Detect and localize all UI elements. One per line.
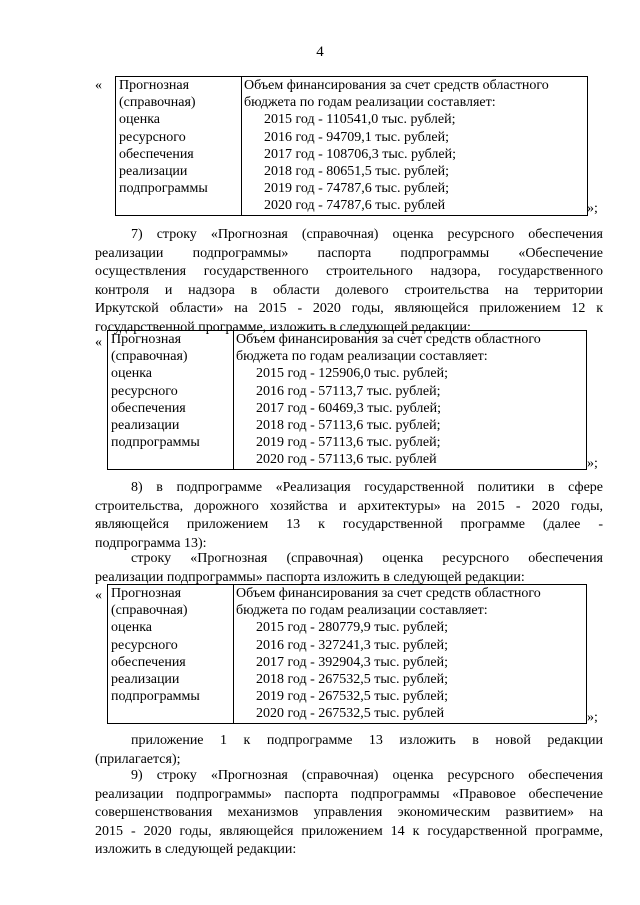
- table-value-cell: Объем финансирования за счет средств областного бюджета по годам реализации составляет: 2015 год - 125906,0 тыс. рублей; 2016 год - 57113,7 тыс. рублей; 2017 год - 60469,3 тыс. рублей; 2018 год - 57113,6 тыс. рублей; 2019 год - 57113,6 тыс. рублей; 2020 год - 57113,6 тыс. рублей: [234, 331, 587, 470]
- table-label-cell: Прогнозная (справочная) оценка ресурсного обеспечения реализации подпрограммы: [108, 585, 234, 724]
- year-2016: 2016 год - 57113,7 тыс. рублей;: [256, 383, 441, 399]
- opening-quote: «: [95, 335, 102, 350]
- paragraph-appendix: приложение 1 к подпрограмме 13 изложить в новой редакции (прилагается);: [95, 733, 603, 767]
- paragraph-7: 7) строку «Прогнозная (справочная) оценка ресурсного обеспечения реализации подпрограммы» паспорта подпрограммы «Обеспечение осуществления государственного строительного надзора, государственного контроля и надзора в области долевого строительства на территории Иркутской области» на 2015 - 2020 годы, являющейся приложением 12 к государственной программе, изложить в следующей редакции:: [95, 227, 603, 335]
- year-2018: 2018 год - 267532,5 тыс. рублей;: [256, 672, 449, 688]
- funding-table-1: [115, 76, 588, 216]
- year-2015: 2015 год - 125906,0 тыс. рублей;: [256, 366, 449, 382]
- year-2015: 2015 год - 110541,0 тыс. рублей;: [264, 112, 456, 128]
- year-2016: 2016 год - 327241,3 тыс. рублей;: [256, 637, 449, 653]
- paragraph-8-row: строку «Прогнозная (справочная) оценка ресурсного обеспечения реализации подпрограммы» паспорта изложить в следующей редакции:: [95, 551, 603, 585]
- paragraph-8: 8) в подпрограмме «Реализация государственной политики в сфере строительства, дорожного хозяйства и архитектуры» на 2015 - 2020 годы, являющейся приложением 13 к государственной программе (далее - подпрограмма 13):: [95, 480, 603, 551]
- year-2015: 2015 год - 280779,9 тыс. рублей;: [256, 620, 449, 636]
- table-label-cell: Прогнозная (справочная) оценка ресурсного обеспечения реализации подпрограммы: [108, 331, 234, 470]
- closing-quote: »;: [587, 456, 598, 471]
- table-value-cell: Объем финансирования за счет средств областного бюджета по годам реализации составляет: 2015 год - 110541,0 тыс. рублей; 2016 год - 94709,1 тыс. рублей; 2017 год - 108706,3 тыс. рублей; 2018 год - 80651,5 тыс. рублей; 2019 год - 74787,6 тыс. рублей; 2020 год - 74787,6 тыс. рублей: [242, 77, 588, 216]
- year-2017: 2017 год - 392904,3 тыс. рублей;: [256, 654, 449, 670]
- year-2018: 2018 год - 57113,6 тыс. рублей;: [256, 418, 441, 434]
- year-2016: 2016 год - 94709,1 тыс. рублей;: [264, 129, 450, 145]
- year-2019: 2019 год - 57113,6 тыс. рублей;: [256, 435, 441, 451]
- year-2019: 2019 год - 267532,5 тыс. рублей;: [256, 689, 449, 705]
- opening-quote: «: [95, 588, 102, 603]
- funding-table-2: [107, 330, 587, 470]
- year-2020: 2020 год - 267532,5 тыс. рублей: [256, 706, 445, 722]
- table-label-cell: Прогнозная (справочная) оценка ресурсного обеспечения реализации подпрограммы: [116, 77, 242, 216]
- page-number: 4: [316, 44, 324, 60]
- year-2017: 2017 год - 60469,3 тыс. рублей;: [256, 400, 442, 416]
- funding-table-3: [107, 584, 587, 724]
- year-2019: 2019 год - 74787,6 тыс. рублей;: [264, 181, 450, 197]
- year-2020: 2020 год - 74787,6 тыс. рублей: [264, 198, 446, 214]
- opening-quote: «: [95, 78, 102, 93]
- year-2018: 2018 год - 80651,5 тыс. рублей;: [264, 164, 450, 180]
- year-2017: 2017 год - 108706,3 тыс. рублей;: [264, 146, 457, 162]
- table-value-cell: Объем финансирования за счет средств областного бюджета по годам реализации составляет: 2015 год - 280779,9 тыс. рублей; 2016 год - 327241,3 тыс. рублей; 2017 год - 392904,3 тыс. рублей; 2018 год - 267532,5 тыс. рублей; 2019 год - 267532,5 тыс. рублей; 2020 год - 267532,5 тыс. рублей: [234, 585, 587, 724]
- paragraph-9: 9) строку «Прогнозная (справочная) оценка ресурсного обеспечения реализации подпрограммы» паспорта подпрограммы «Правовое обеспечение совершенствования механизмов управления экономическим развитием» на 2015 - 2020 годы, являющейся приложением 14 к государственной программе, изложить в следующей редакции:: [95, 768, 603, 858]
- year-2020: 2020 год - 57113,6 тыс. рублей: [256, 452, 437, 468]
- closing-quote: »;: [587, 201, 598, 216]
- closing-quote: »;: [587, 710, 598, 725]
